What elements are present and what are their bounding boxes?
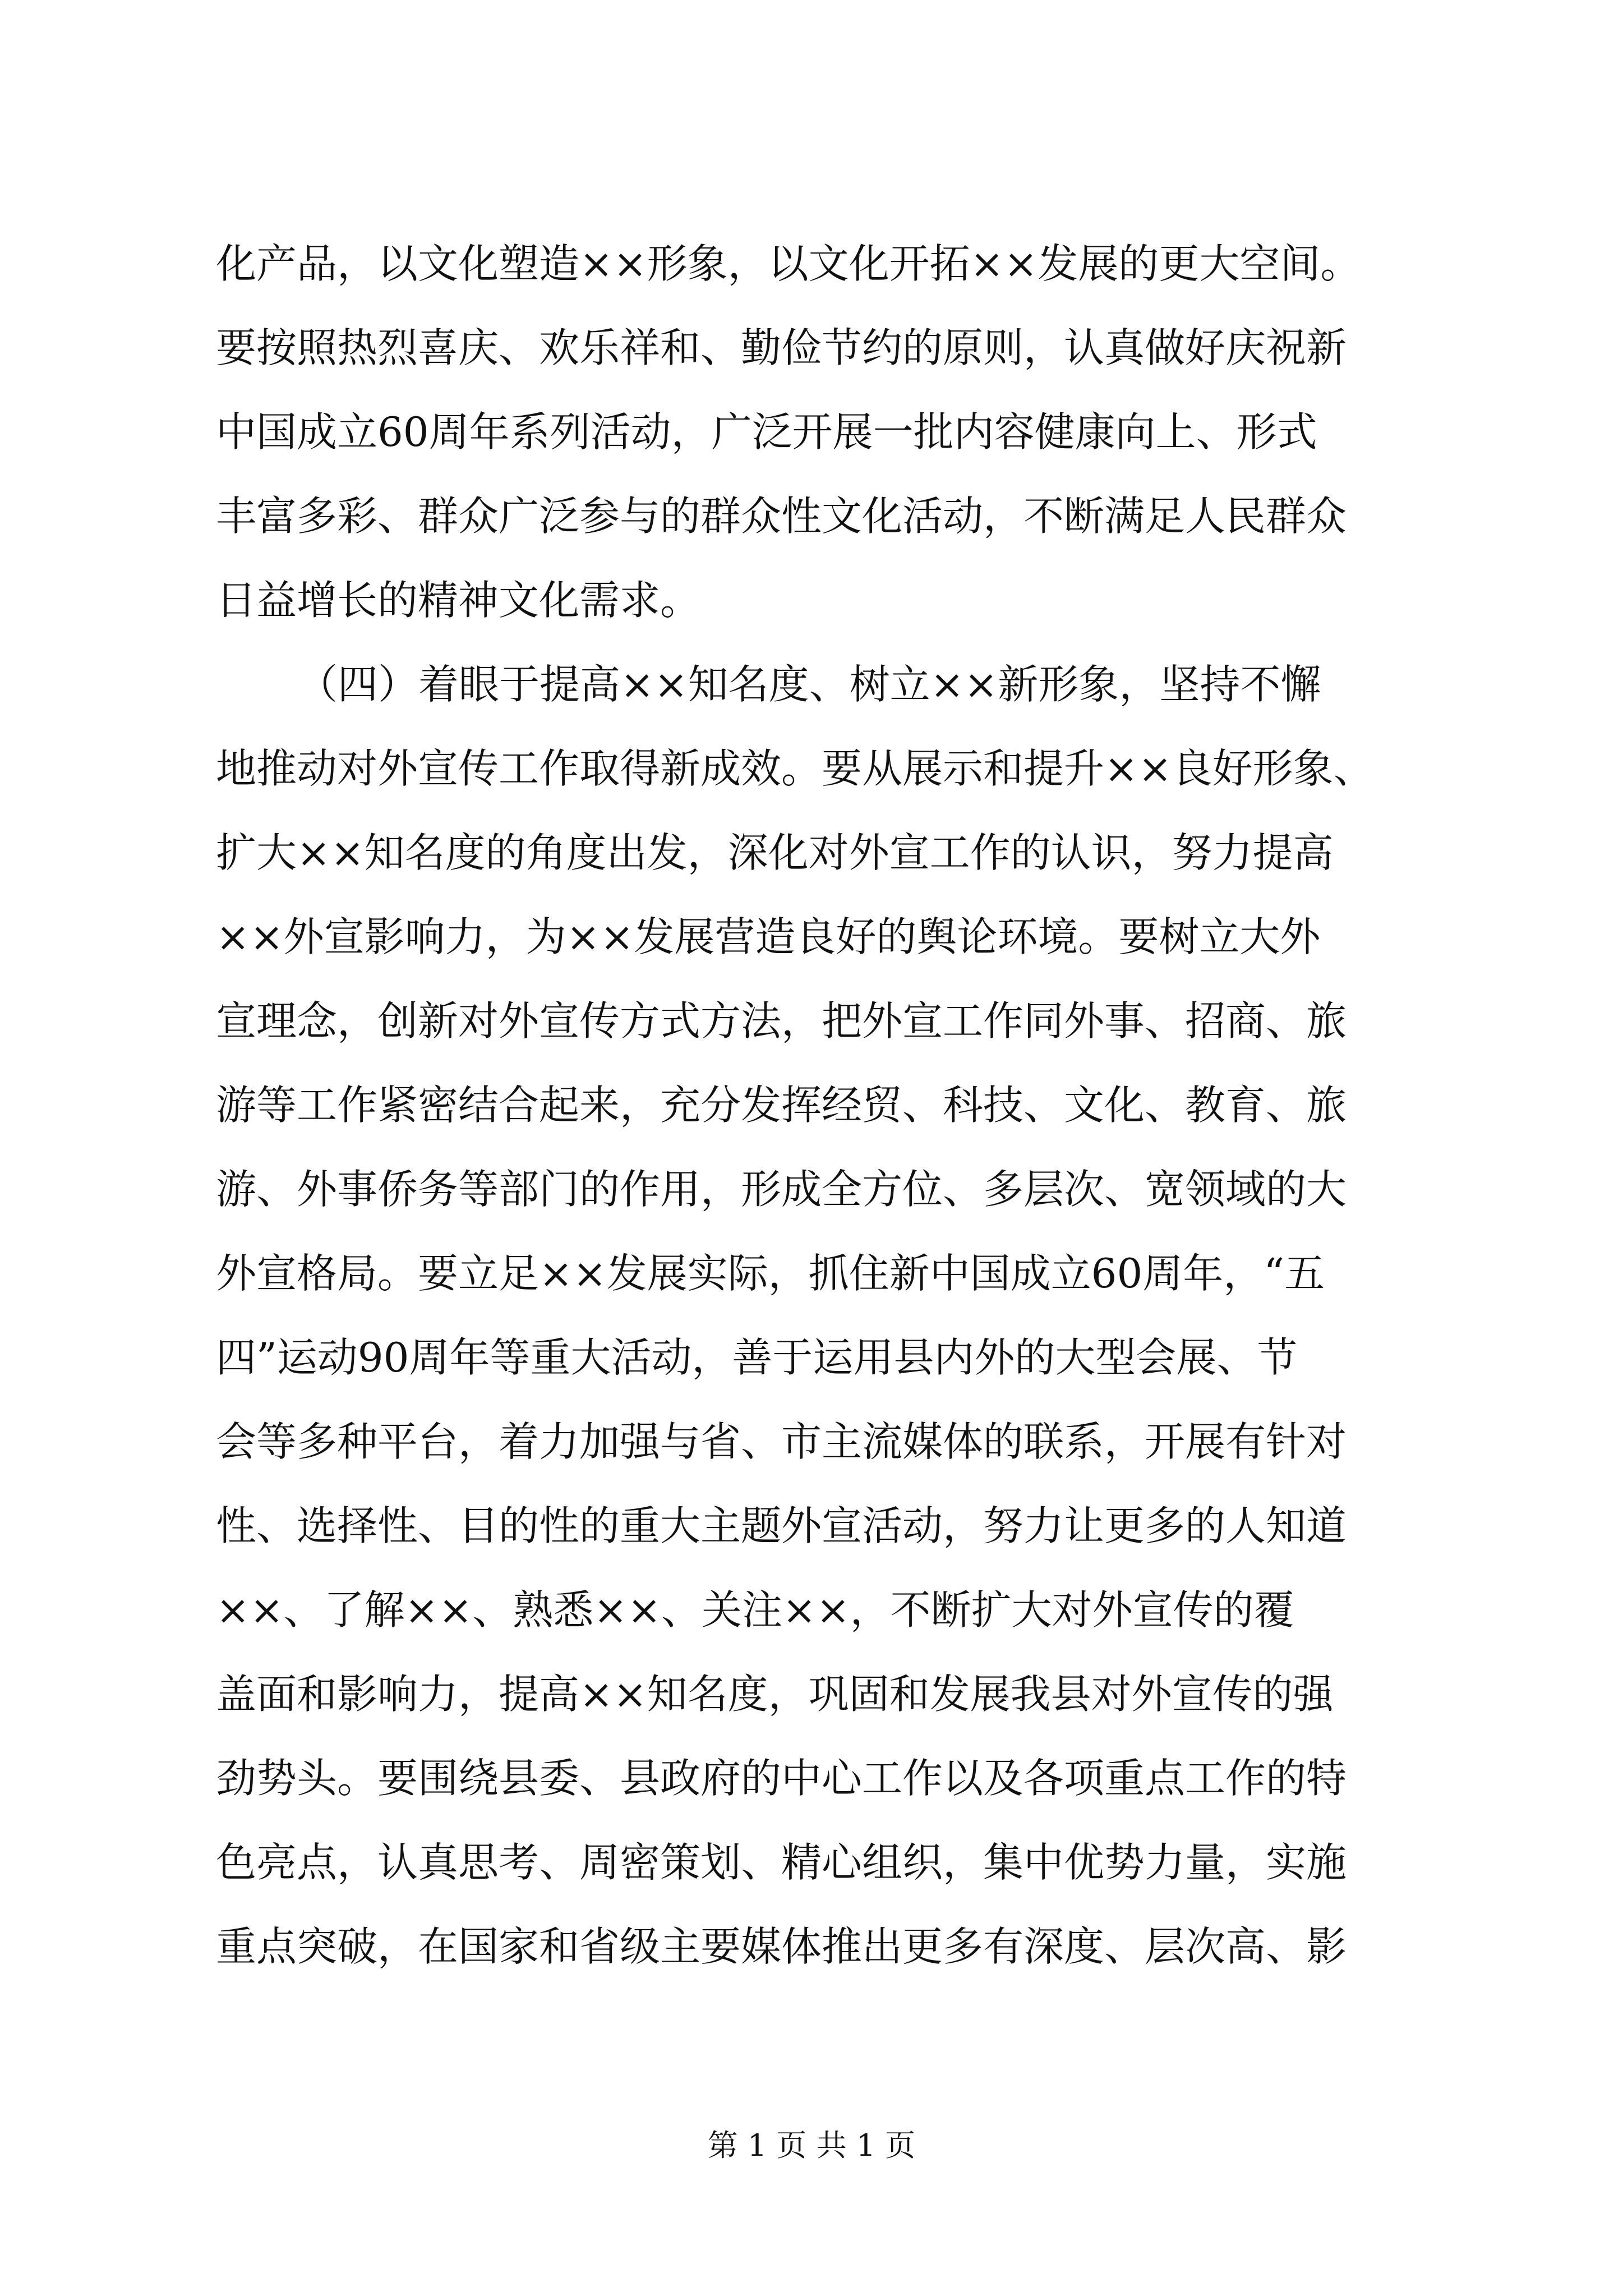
text-line: 色亮点，认真思考、周密策划、精心组织，集中优势力量，实施 <box>216 1839 1347 1886</box>
text-line: ××、了解××、熟悉××、关注××，不断扩大对外宣传的覆 <box>216 1586 1294 1634</box>
text-line: 地推动对外宣传工作取得新成效。要从展示和提升××良好形象、 <box>216 745 1374 792</box>
text-line: 化产品，以文化塑造××形象，以文化开拓××发展的更大空间。 <box>216 240 1361 287</box>
text-line: 性、选择性、目的性的重大主题外宣活动，努力让更多的人知道 <box>216 1502 1347 1549</box>
paragraph-heading-line: （四）着眼于提高××知名度、树立××新形象，坚持不懈 <box>297 661 1321 708</box>
text-line: 丰富多彩、群众广泛参与的群众性文化活动，不断满足人民群众 <box>216 493 1347 540</box>
text-line: 重点突破，在国家和省级主要媒体推出更多有深度、层次高、影 <box>216 1923 1347 1970</box>
text-line: 日益增长的精神文化需求。 <box>216 577 701 624</box>
text-line: 外宣格局。要立足××发展实际，抓住新中国成立60周年，“五 <box>216 1250 1325 1297</box>
text-line: 要按照热烈喜庆、欢乐祥和、勤俭节约的原则，认真做好庆祝新 <box>216 324 1347 371</box>
text-line: 扩大××知名度的角度出发，深化对外宣工作的认识，努力提高 <box>216 829 1334 876</box>
text-line: 会等多种平台，着力加强与省、市主流媒体的联系，开展有针对 <box>216 1418 1347 1465</box>
text-line: 游、外事侨务等部门的作用，形成全方位、多层次、宽领域的大 <box>216 1166 1347 1213</box>
text-line: ××外宣影响力，为××发展营造良好的舆论环境。要树立大外 <box>216 913 1321 960</box>
text-line: 四”运动90周年等重大活动，善于运用县内外的大型会展、节 <box>216 1334 1298 1381</box>
text-line: 劲势头。要围绕县委、县政府的中心工作以及各项重点工作的特 <box>216 1755 1347 1802</box>
text-line: 中国成立60周年系列活动，广泛开展一批内容健康向上、形式 <box>216 408 1317 455</box>
text-line: 宣理念，创新对外宣传方式方法，把外宣工作同外事、招商、旅 <box>216 997 1347 1045</box>
text-line: 游等工作紧密结合起来，充分发挥经贸、科技、文化、教育、旅 <box>216 1082 1347 1129</box>
text-line: 盖面和影响力，提高××知名度，巩固和发展我县对外宣传的强 <box>216 1671 1334 1718</box>
page-footer: 第 1 页 共 1 页 <box>707 2128 916 2163</box>
